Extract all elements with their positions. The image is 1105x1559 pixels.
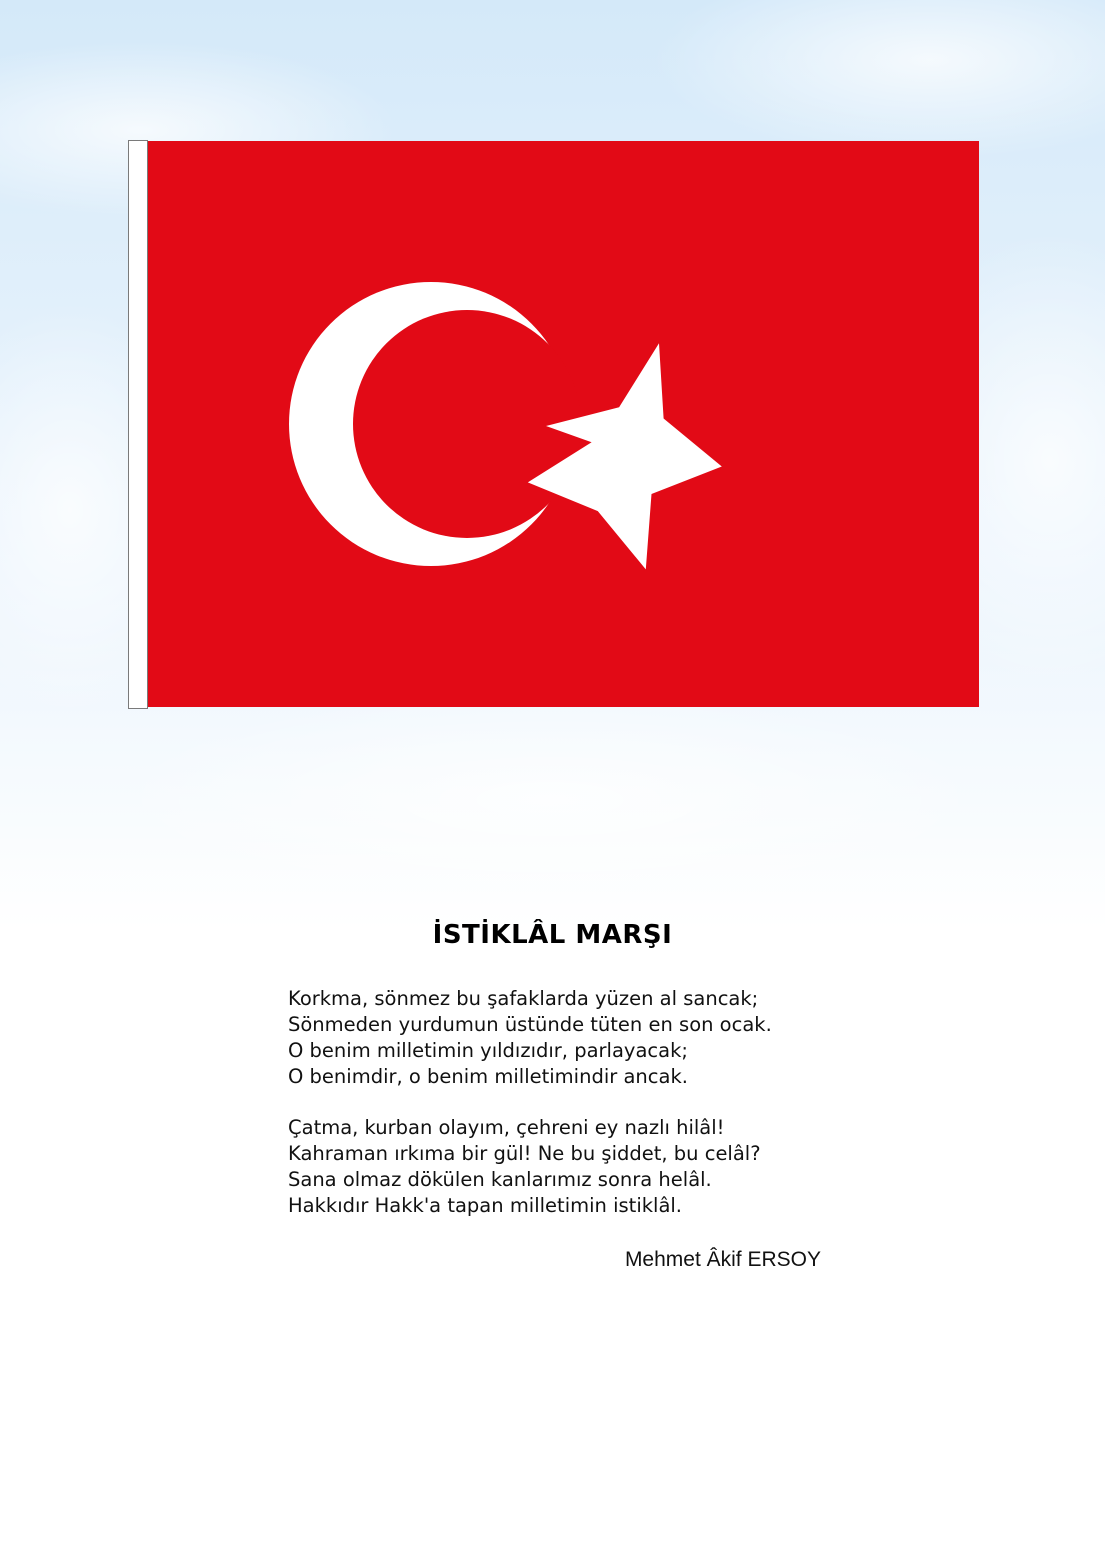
- stanza-1: [288, 986, 848, 1090]
- verse-line: Sana olmaz dökülen kanlarımız sonra helâl.: [288, 1168, 712, 1191]
- verse-line: O benim milletimin yıldızıdır, parlayacak;: [288, 1039, 688, 1062]
- crescent-inner-circle: [353, 310, 581, 538]
- verse-line: Çatma, kurban olayım, çehreni ey nazlı hilâl!: [288, 1116, 725, 1139]
- flag-cloth: [148, 141, 979, 707]
- flag-emblem: [148, 141, 979, 707]
- verse-line: O benimdir, o benim milletimindir ancak.: [288, 1065, 688, 1088]
- verse-line: Kahraman ırkıma bir gül! Ne bu şiddet, bu celâl?: [288, 1142, 761, 1165]
- verse-line: Korkma, sönmez bu şafaklarda yüzen al sancak;: [288, 987, 759, 1010]
- author-signature: Mehmet Âkif ERSOY: [624, 1248, 821, 1271]
- anthem-title: İSTİKLÂL MARŞI: [432, 920, 673, 950]
- cloud: [650, 0, 1105, 160]
- verse-line: Sönmeden yurdumun üstünde tüten en son ocak.: [288, 1013, 772, 1036]
- turkish-flag: [128, 140, 980, 709]
- verse-line: Hakkıdır Hakk'a tapan milletimin istiklâl.: [288, 1194, 683, 1217]
- flag-pole: [128, 140, 148, 709]
- cloud: [100, 690, 1000, 910]
- stanza-2: [288, 1115, 848, 1219]
